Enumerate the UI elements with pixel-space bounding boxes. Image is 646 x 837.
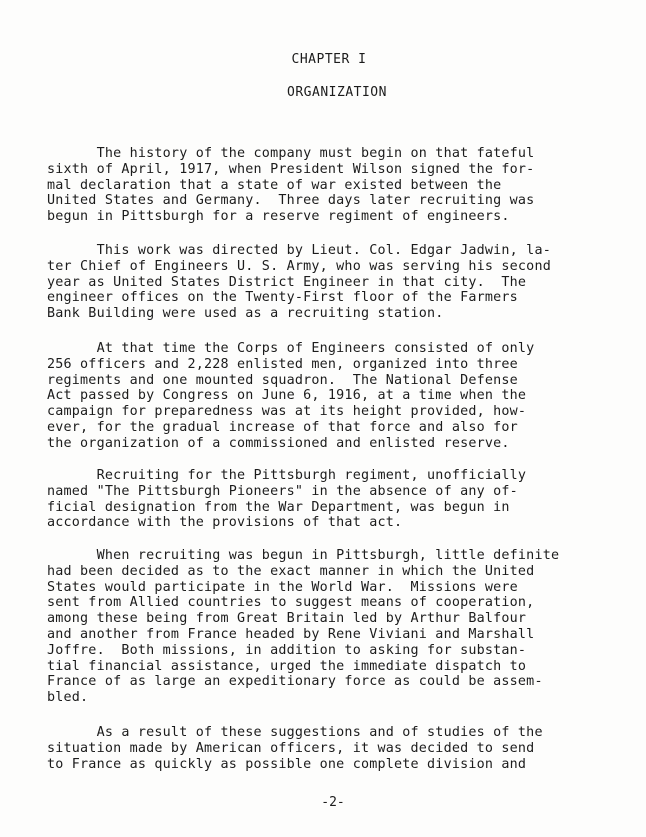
paragraph-2: This work was directed by Lieut. Col. Edgar Jadwin, la- ter Chief of Engineers U. S. Army, who was serving his second year as United States District Engineer in that city. The engineer offices on the Twenty-First floor of the Farmers Bank Building were used as a recruiting station. [47,243,551,322]
paragraph-1: The history of the company must begin on that fateful sixth of April, 1917, when President Wilson signed the for- mal declaration that a state of war existed between the United States and Germany. Three days later recruiting was begun in Pittsburgh for a reserve regiment of engineers. [47,146,535,225]
chapter-title: ORGANIZATION [287,85,387,100]
paragraph-3: At that time the Corps of Engineers consisted of only 256 officers and 2,228 enlisted men, organized into three regiments and one mounted squadron. The National Defense Act passed by Congress on June 6, 1916, at a time when the campaign for preparedness was at its height provided, how- ever, for the gradual increase of that force and also for the organization of a commissioned and enlisted reserve. [47,341,535,451]
paragraph-5: When recruiting was begun in Pittsburgh, little definite had been decided as to the exact manner in which the United States would participate in the World War. Missions were sent from Allied countries to suggest means of cooperation, among these being from Great Britain led by Arthur Balfour and another from France headed by Rene Viviani and Marshall Joffre. Both missions, in addition to asking for substan- tial financial assistance, urged the immediate dispatch to France of as large an expeditionary force as could be assem- bled. [47,548,560,706]
page-number: -2- [321,795,345,810]
paragraph-4: Recruiting for the Pittsburgh regiment, unofficially named "The Pittsburgh Pioneers" in the absence of any of- ficial designation from the War Department, was begun in accordance with the provisions of that act. [47,468,527,531]
paragraph-6: As a result of these suggestions and of studies of the situation made by American officers, it was decided to send to France as quickly as possible one complete division and [47,725,543,772]
chapter-heading: CHAPTER I [291,52,367,67]
